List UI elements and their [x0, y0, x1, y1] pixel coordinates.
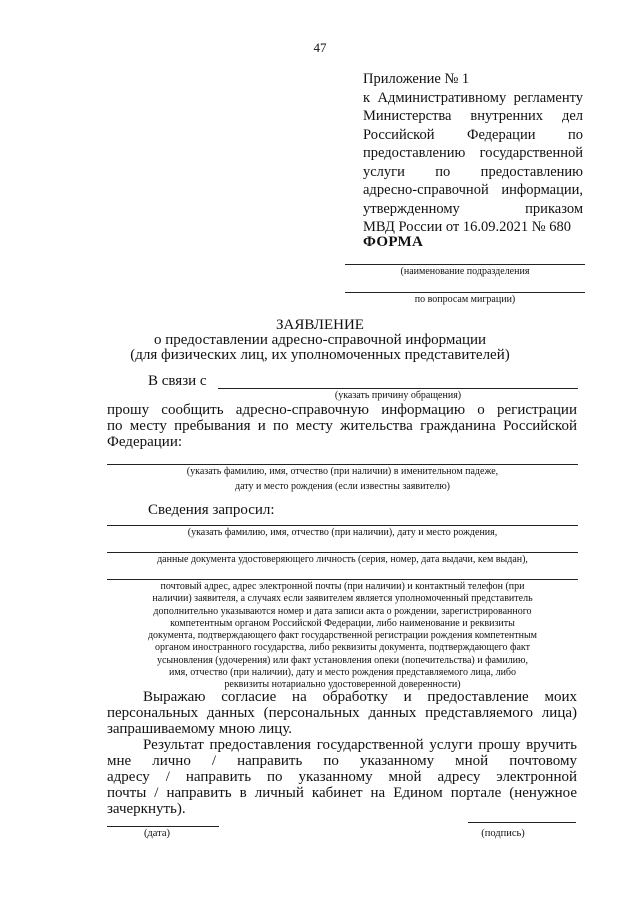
forma-label: ФОРМА	[363, 234, 424, 250]
annex-block	[363, 70, 583, 237]
requester-field-line-3[interactable]	[107, 579, 578, 580]
citizen-field-line[interactable]	[107, 464, 578, 465]
annex-line: к Административному регламенту	[363, 89, 583, 106]
consent-line: запрашиваемому мною лицу.	[107, 721, 293, 737]
page-number: 47	[313, 40, 327, 55]
signature-caption: (подпись)	[481, 828, 525, 839]
caption-line: компетентным органом Российской Федерации, либо наименование и реквизиты	[170, 617, 515, 629]
reason-field-line[interactable]	[218, 388, 578, 389]
requester-field-line-2[interactable]	[107, 552, 578, 553]
statement-subtitle-1: о предоставлении адресно-справочной информации	[153, 332, 487, 348]
statement-subtitle-2: (для физических лиц, их уполномоченных представителей)	[130, 347, 510, 363]
signature-field-line[interactable]	[468, 822, 576, 823]
caption-line: наличии) заявителя, а случаях если заявителем является уполномоченный представитель	[152, 593, 533, 605]
requester-caption-2: данные документа удостоверяющего личность (серия, номер, дата выдачи, кем выдан),	[157, 554, 528, 565]
consent-paragraph	[107, 689, 577, 737]
annex-line: Российской Федерации по	[363, 126, 583, 143]
caption-line: усыновления (удочерения) или факт установления опеки (попечительства) и фамилию,	[156, 654, 529, 666]
annex-line: Министерства внутренних дел	[363, 108, 583, 124]
subdivision-field-line[interactable]	[345, 264, 585, 265]
consent-line: Выражаю согласие на обработку и предоставление моих	[143, 689, 577, 705]
result-line: почты / направить в личный кабинет на Едином портале (ненужное	[107, 785, 577, 801]
requester-caption-1: (указать фамилию, имя, отчество (при наличии), дату и место рождения,	[187, 527, 498, 538]
result-line: адресу / направить по указанному мной адресу электронной	[107, 769, 577, 785]
result-paragraph	[107, 737, 577, 817]
requester-caption-3	[100, 581, 585, 692]
result-line: зачеркнуть).	[107, 801, 186, 817]
caption-line: реквизиты нотариально удостоверенной доверенности)	[224, 679, 461, 691]
annex-line: предоставлению государственной	[363, 145, 583, 161]
date-field-line[interactable]	[107, 826, 219, 827]
result-line: мне лично / направить по указанному мной почтовому	[107, 753, 577, 769]
request-paragraph	[107, 402, 577, 450]
migration-field-line[interactable]	[345, 292, 585, 293]
annex-line: МВД России от 16.09.2021 № 680	[363, 219, 571, 235]
requester-label: Сведения запросил:	[148, 502, 275, 518]
caption-line: имя, отчество (при наличии), дату и место рождения представляемого лица, либо	[168, 667, 517, 679]
annex-line: адресно-справочной информации,	[363, 182, 583, 198]
reason-caption: (указать причину обращения)	[334, 390, 462, 401]
caption-line: почтовый адрес, адрес электронной почты (при наличии) и контактный телефон (при	[160, 581, 525, 592]
citizen-caption-2: дату и место рождения (если известны заявителю)	[234, 481, 451, 492]
requester-field-line-1[interactable]	[107, 525, 578, 526]
request-line: прошу сообщить адресно-справочную информацию о регистрации	[107, 402, 577, 418]
request-line: Федерации:	[107, 434, 183, 450]
request-line: по месту пребывания и по месту жительства гражданина Российской	[107, 418, 577, 434]
caption-line: органом иностранного государства, либо реквизиты документа, подтверждающего факт	[155, 642, 530, 654]
caption-line: документа, подтверждающего факт государственной регистрации рождения компетентным	[147, 630, 538, 642]
result-line: Результат предоставления государственной услуги прошу вручить	[143, 737, 577, 753]
annex-line: Приложение № 1	[363, 71, 470, 87]
date-caption: (дата)	[143, 828, 171, 839]
migration-caption: по вопросам миграции)	[414, 294, 516, 305]
reason-label: В связи с	[148, 373, 207, 389]
caption-line: дополнительно указываются номер и дата записи акта о рождении, зарегистрированного	[153, 605, 532, 617]
subdivision-caption: (наименование подразделения	[400, 266, 530, 277]
annex-line: услуги по предоставлению	[363, 163, 583, 180]
annex-line: утвержденному приказом	[363, 200, 583, 217]
consent-line: персональных данных (персональных данных представляемого лица)	[107, 705, 577, 721]
statement-title: ЗАЯВЛЕНИЕ	[276, 317, 364, 333]
citizen-caption-1: (указать фамилию, имя, отчество (при наличии) в именительном падеже,	[186, 466, 499, 477]
